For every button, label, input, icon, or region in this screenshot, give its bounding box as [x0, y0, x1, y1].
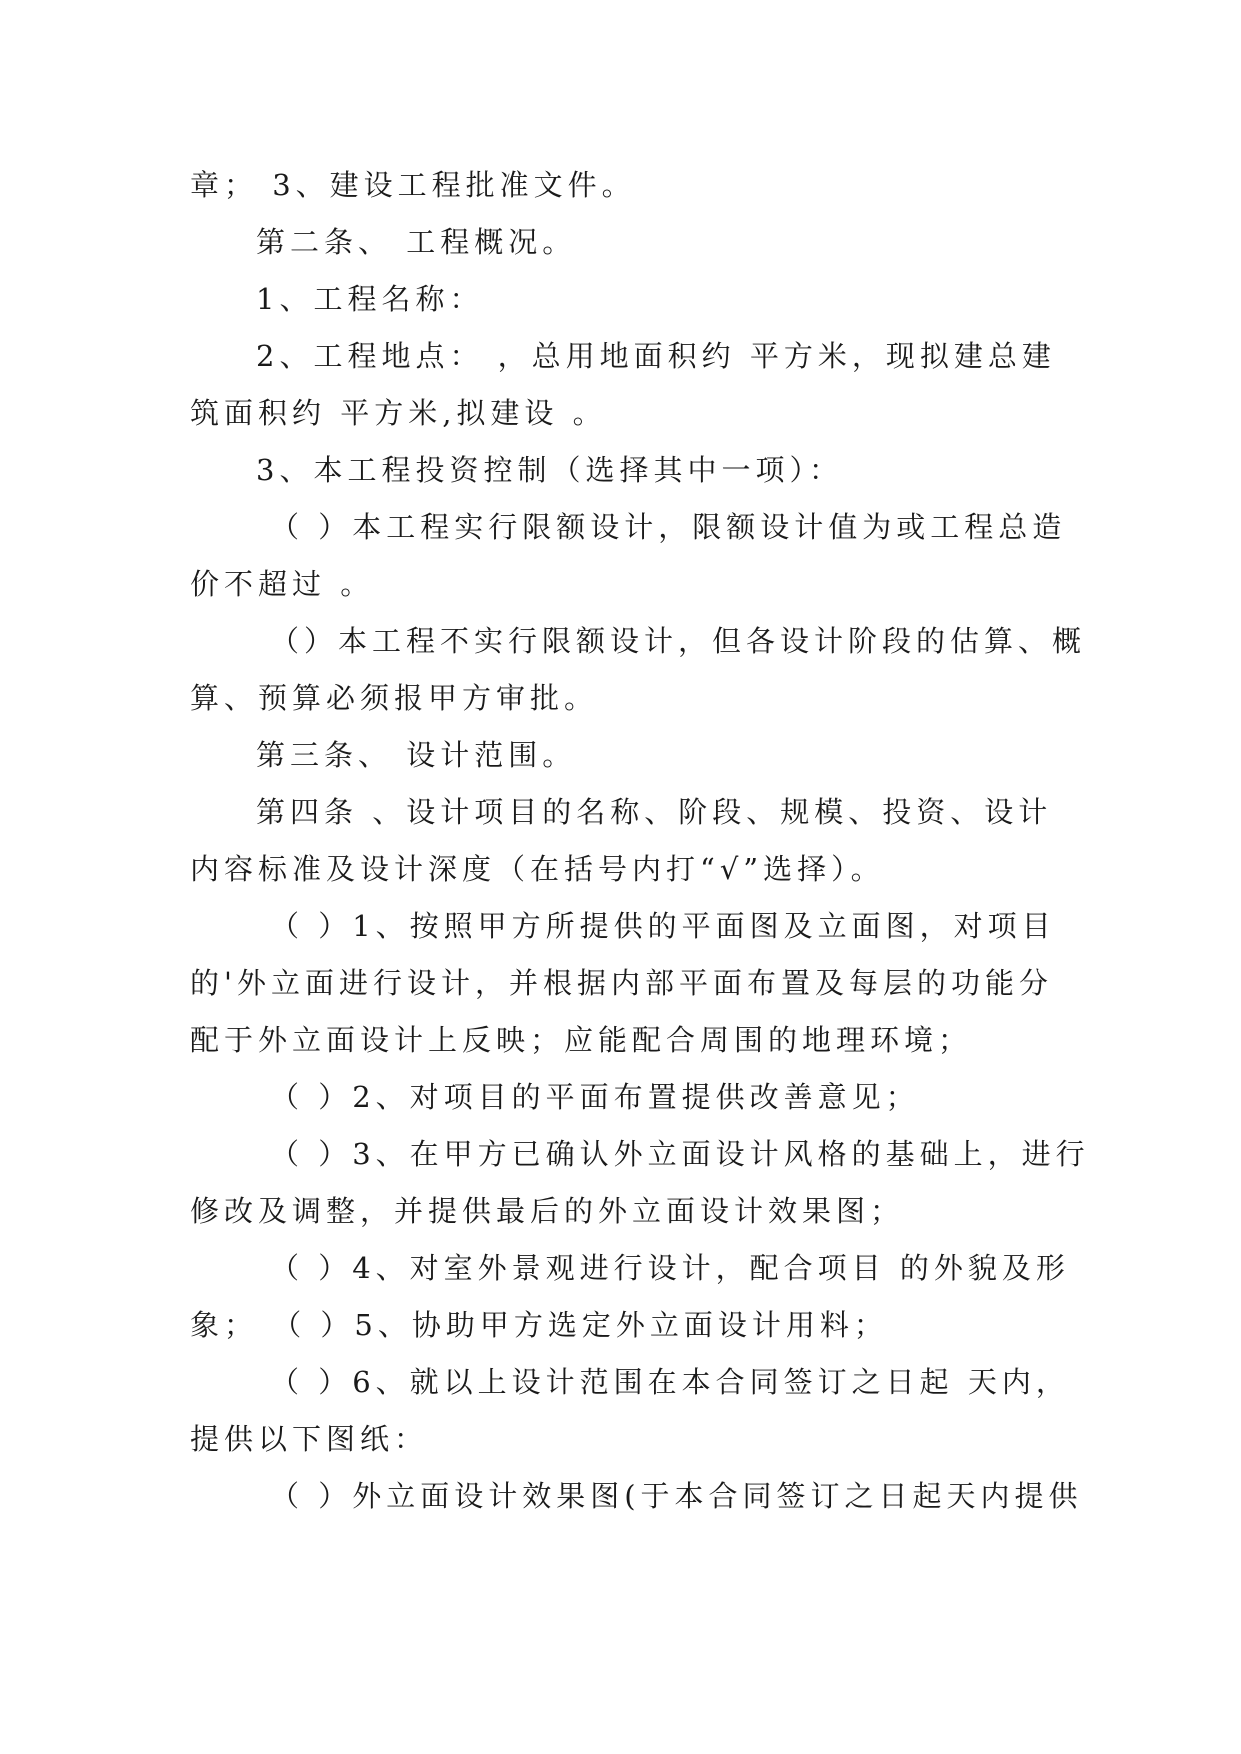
text-line: 配于外立面设计上反映；应能配合周围的地理环境；	[190, 1023, 973, 1057]
text-line: （ ）本工程实行限额设计，限额设计值为或工程总造	[270, 510, 1067, 544]
text-line: 提供以下图纸：	[190, 1422, 429, 1456]
article-3-heading: 第三条、 设计范围。	[256, 738, 577, 772]
text-line: 2、工程地点： ，总用地面积约 平方米，现拟建总建	[256, 339, 1056, 373]
article-4-heading: 第四条 、设计项目的名称、阶段、规模、投资、设计	[256, 795, 1053, 829]
text-line: 算、预算必须报甲方审批。	[190, 681, 599, 715]
text-line: 筑面积约 平方米,拟建设 。	[190, 396, 607, 430]
text-line: （ ）2、对项目的平面布置提供改善意见；	[270, 1080, 920, 1114]
article-2-heading: 第二条、 工程概况。	[256, 225, 577, 259]
text-line: （）本工程不实行限额设计，但各设计阶段的估算、概	[270, 624, 1087, 658]
text-line: 章； 3、建设工程批准文件。	[190, 168, 636, 202]
text-line: （ ）4、对室外景观进行设计，配合项目 的外貌及形	[270, 1251, 1070, 1285]
text-line: 价不超过 。	[190, 567, 375, 601]
text-line: 象； （ ）5、协助甲方选定外立面设计用料；	[190, 1308, 888, 1342]
text-line: 的'外立面进行设计，并根据内部平面布置及每层的功能分	[190, 966, 1053, 1000]
text-line: 修改及调整，并提供最后的外立面设计效果图；	[190, 1194, 905, 1228]
text-line: （ ）1、按照甲方所提供的平面图及立面图，对项目	[270, 909, 1056, 943]
text-line: （ ）外立面设计效果图(于本合同签订之日起天内提供	[270, 1479, 1083, 1513]
text-line: 3、本工程投资控制（选择其中一项）：	[256, 453, 843, 487]
text-line: 内容标准及设计深度（在括号内打“√”选择）。	[190, 852, 885, 886]
text-line: （ ）6、就以上设计范围在本合同签订之日起 天内，	[270, 1365, 1070, 1399]
text-line: （ ）3、在甲方已确认外立面设计风格的基础上，进行	[270, 1137, 1090, 1171]
text-line: 1、工程名称：	[256, 282, 484, 316]
